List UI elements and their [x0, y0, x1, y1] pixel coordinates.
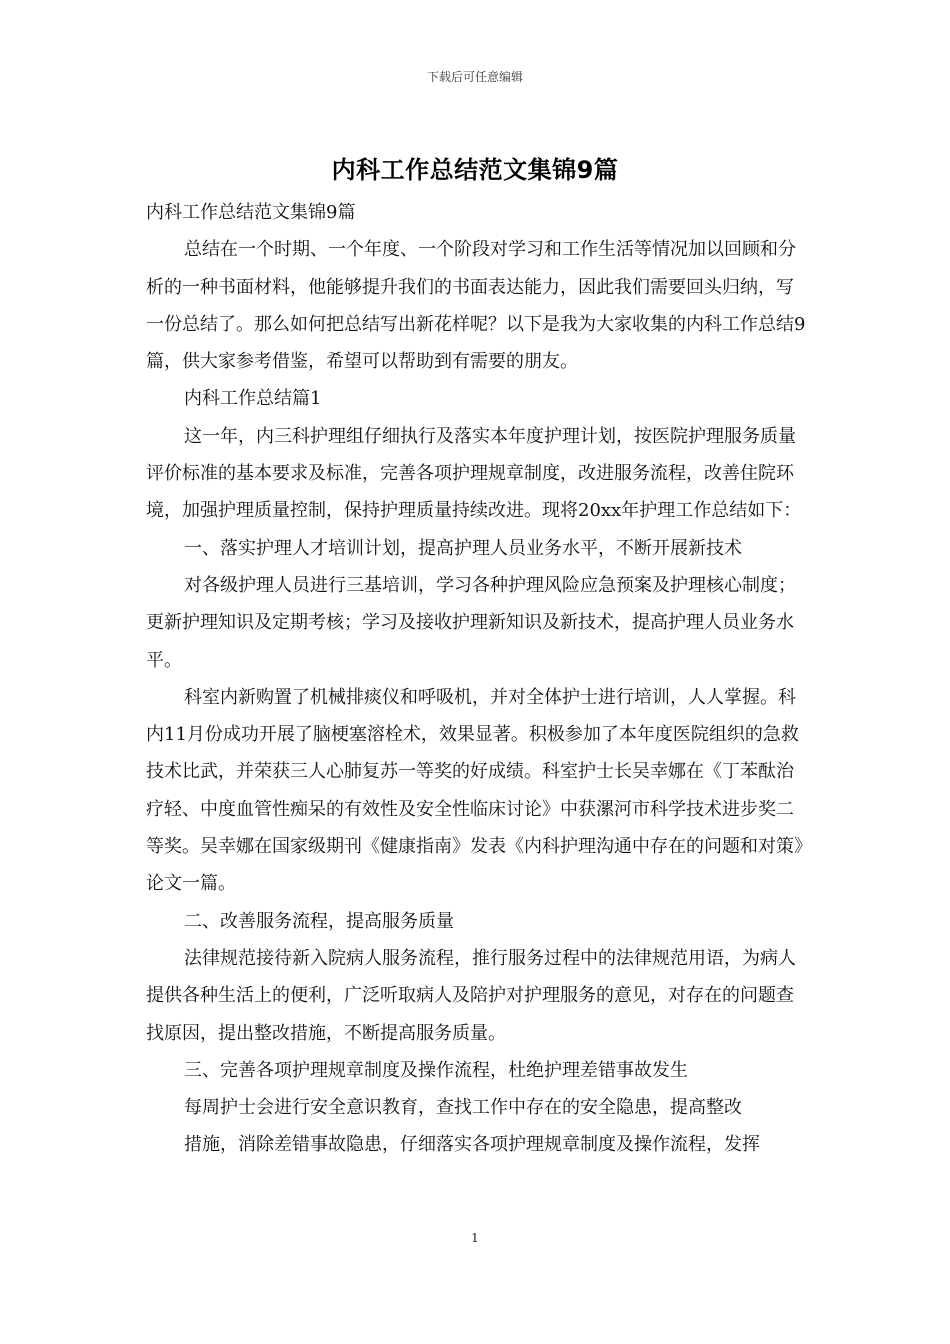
- document-title: 内科工作总结范文集锦9篇: [331, 156, 619, 184]
- paragraph: 这一年，内三科护理组仔细执行及落实本年度护理计划，按医院护理服务质量评价标准的基本要求及标准，完善各项护理规章制度，改进服务流程，改善住院环境，加强护理质量控制，保持护理质量持续改进。现将20xx年护理工作总结如下：: [146, 425, 802, 522]
- section-heading: 三、完善各项护理规章制度及操作流程，杜绝护理差错事故发生: [184, 1059, 688, 1081]
- paragraph: 措施，消除差错事故隐患，仔细落实各项护理规章制度及操作流程，发挥: [184, 1134, 760, 1156]
- document-body: [146, 194, 806, 1164]
- paragraph: 每周护士会进行安全意识教育，查找工作中存在的安全隐患，提高整改: [184, 1097, 742, 1119]
- paragraph: 总结在一个时期、一个年度、一个阶段对学习和工作生活等情况加以回顾和分析的一种书面材料，他能够提升我们的书面表达能力，因此我们需要回头归纳，写一份总结了。那么如何把总结写出新花样呢？以下是我为大家收集的内科工作总结9篇，供大家参考借鉴，希望可以帮助到有需要的朋友。: [146, 239, 806, 373]
- paragraph: 对各级护理人员进行三基培训，学习各种护理风险应急预案及护理核心制度；更新护理知识及定期考核；学习及接收护理新知识及新技术，提高护理人员业务水平。: [146, 574, 796, 671]
- paragraph: 法律规范接待新入院病人服务流程，推行服务过程中的法律规范用语，为病人提供各种生活上的便利，广泛听取病人及陪护对护理服务的意见，对存在的问题查找原因，提出整改措施，不断提高服务质量。: [146, 947, 796, 1044]
- header-note: 下载后可任意编辑: [426, 70, 523, 84]
- document-subtitle: 内科工作总结范文集锦9篇: [146, 202, 356, 223]
- page-number: 1: [471, 1231, 479, 1245]
- section-heading: 一、落实护理人才培训计划，提高护理人员业务水平，不断开展新技术: [184, 537, 742, 559]
- paragraph: 科室内新购置了机械排痰仪和呼吸机，并对全体护士进行培训，人人掌握。科内11月份成功开展了脑梗塞溶栓术，效果显著。积极参加了本年度医院组织的急救技术比武，并荣获三人心肺复苏一等奖的好成绩。科室护士长吴幸娜在《丁苯酞治疗轻、中度血管性痴呆的有效性及安全性临床讨论》中获漯河市科学技术进步奖二等奖。吴幸娜在国家级期刊《健康指南》发表《内科护理沟通中存在的问题和对策》论文一篇。: [146, 686, 803, 895]
- section-heading: 内科工作总结篇1: [184, 388, 322, 410]
- section-heading: 二、改善服务流程，提高服务质量: [184, 910, 454, 932]
